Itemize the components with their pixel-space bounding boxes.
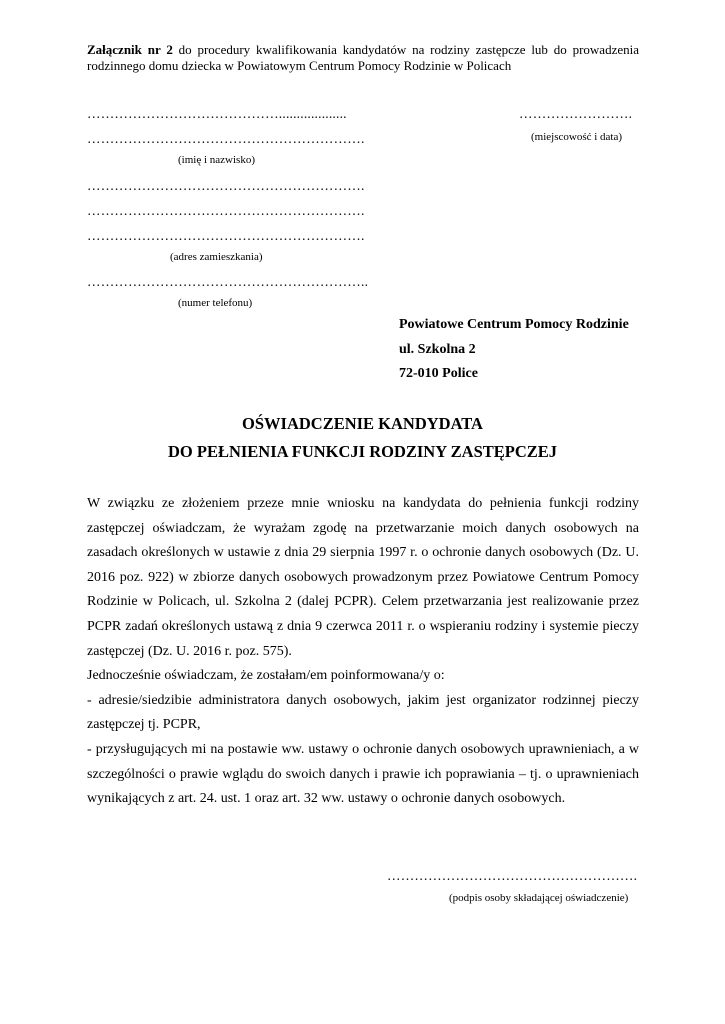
consent-paragraph: W związku ze złożeniem przeze mnie wniosku na kandydata do pełnienia funkcji rodziny zastępczej oświadczam, że wyrażam zgodę na przetwarzanie moich danych osobowych na zasadach określonych w ustawie z dnia 29 sierpnia 1997 r. o ochronie danych osobowych (Dz. U. 2016 poz. 922) w zbiorze danych osobowych prowadzonym przez Powiatowe Centrum Pomocy Rodzinie w Policach, ul. Szkolna 2 (dalej PCPR). Celem przetwarzania jest realizowanie przez PCPR zadań określonych ustawą z dnia 9 czerwca 2011 r. o wspieraniu rodziny i systemie pieczy zastępczej (Dz. U. 2016 r. poz. 575).	[87, 496, 639, 659]
name-caption: (imię i nazwisko)	[178, 154, 255, 166]
document-title-line-1: OŚWIADCZENIE KANDYDATA	[242, 414, 483, 433]
recipient-street: ul. Szkolna 2	[399, 342, 476, 357]
information-item-rights: - przysługujących mi na postawie ww. ustawy o ochronie danych osobowych uprawnieniach, a w szczególności o prawie wglądu do swoich danych i prawie ich poprawiania – tj. o uprawnieniach wynikających z art. 24. ust. 1 oraz art. 32 ww. ustawy o ochronie danych osobowych.	[87, 741, 639, 807]
information-item-administrator: - adresie/siedzibie administratora danych osobowych, jakim jest organizator rodzinnej pieczy zastępczej tj. PCPR,	[87, 692, 639, 733]
place-date-caption: (miejscowość i data)	[531, 131, 623, 143]
document-title-line-2: DO PEŁNIENIA FUNKCJI RODZINY ZASTĘPCZEJ	[167, 442, 558, 461]
name-line-2: …………………………………………………….	[87, 131, 365, 146]
address-line-3: …………………………………………………….	[87, 228, 365, 243]
place-date-line: …………………….	[519, 106, 633, 121]
attachment-description: do procedury kwalifikowania kandydatów na rodziny zastępcze lub do prowadzenia rodzinnego domu dziecka w Powiatowym Centrum Pomocy Rodzinie w Policach	[87, 42, 639, 73]
statement-body	[87, 492, 639, 812]
information-intro: Jednocześnie oświadczam, że zostałam/em poinformowana/y o:	[87, 668, 445, 684]
name-line-1: ……………………………………...................	[87, 106, 347, 121]
recipient-city: 72-010 Police	[399, 366, 478, 381]
address-line-1: …………………………………………………….	[87, 178, 365, 193]
address-caption: (adres zamieszkania)	[170, 251, 263, 263]
recipient-name: Powiatowe Centrum Pomocy Rodzinie	[399, 317, 629, 332]
phone-line: ……………………………………………………..	[87, 274, 369, 289]
phone-caption: (numer telefonu)	[178, 297, 253, 309]
signature-line: ……………………………………………….	[387, 868, 638, 883]
attachment-label: Załącznik nr 2	[87, 42, 173, 57]
address-line-2: …………………………………………………….	[87, 203, 365, 218]
attachment-header	[87, 42, 639, 74]
signature-caption: (podpis osoby składającej oświadczenie)	[449, 892, 629, 904]
